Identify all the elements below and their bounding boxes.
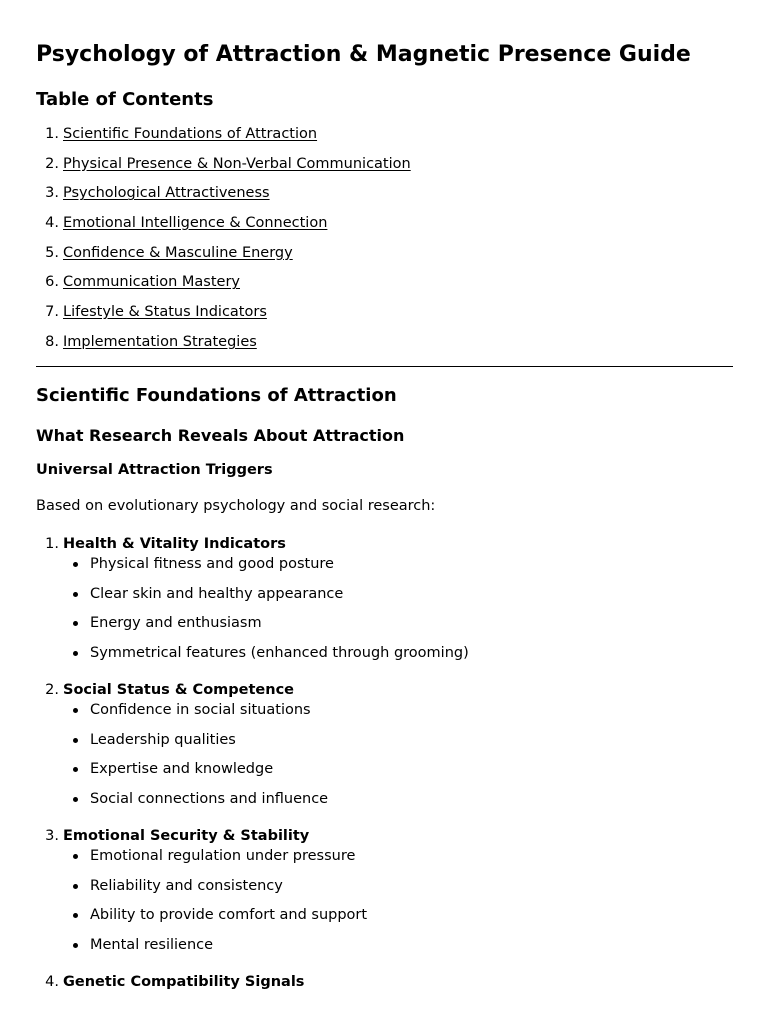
list-item: Energy and enthusiasm bbox=[36, 613, 733, 643]
intro-paragraph: Based on evolutionary psychology and social research: bbox=[36, 498, 436, 514]
toc-item: 7. Lifestyle & Status Indicators bbox=[45, 304, 267, 321]
list-item: Confidence in social situations bbox=[36, 700, 733, 730]
bullet-icon bbox=[73, 943, 78, 948]
bullet-list bbox=[36, 554, 733, 673]
list-item: Physical fitness and good posture bbox=[36, 554, 733, 584]
toc-link-physical-presence[interactable]: Physical Presence & Non-Verbal Communication bbox=[63, 155, 411, 172]
bullet-icon bbox=[73, 884, 78, 889]
toc-heading: Table of Contents bbox=[36, 89, 214, 110]
list-item: Expertise and knowledge bbox=[36, 759, 733, 789]
toc-item: 5. Confidence & Masculine Energy bbox=[45, 244, 293, 261]
bullet-icon bbox=[73, 767, 78, 772]
attraction-trigger-group bbox=[36, 534, 733, 673]
horizontal-rule bbox=[36, 366, 733, 367]
section-heading: Scientific Foundations of Attraction bbox=[36, 385, 397, 406]
attraction-trigger-group bbox=[36, 680, 733, 819]
list-item: Emotional regulation under pressure bbox=[36, 846, 733, 876]
bullet-icon bbox=[73, 651, 78, 656]
toc-item: 4. Emotional Intelligence & Connection bbox=[45, 215, 328, 232]
group-title: 1. Health & Vitality Indicators bbox=[45, 536, 286, 552]
list-item: Symmetrical features (enhanced through grooming) bbox=[36, 643, 733, 673]
bullet-icon bbox=[73, 797, 78, 802]
bullet-list bbox=[36, 700, 733, 819]
bullet-icon bbox=[73, 562, 78, 567]
subsubsection-heading: Universal Attraction Triggers bbox=[36, 462, 273, 478]
table-of-contents bbox=[36, 124, 411, 362]
bullet-list bbox=[36, 846, 733, 965]
toc-link-lifestyle-status[interactable]: Lifestyle & Status Indicators bbox=[63, 304, 267, 321]
list-item: Ability to provide comfort and support bbox=[36, 905, 733, 935]
list-item: Clear skin and healthy appearance bbox=[36, 584, 733, 614]
group-title: 3. Emotional Security & Stability bbox=[45, 828, 310, 844]
toc-item: 6. Communication Mastery bbox=[45, 274, 240, 291]
list-item: Leadership qualities bbox=[36, 730, 733, 760]
list-item: Reliability and consistency bbox=[36, 876, 733, 906]
toc-link-scientific-foundations[interactable]: Scientific Foundations of Attraction bbox=[63, 126, 318, 142]
page-title: Psychology of Attraction & Magnetic Presence Guide bbox=[36, 42, 691, 67]
toc-link-communication-mastery[interactable]: Communication Mastery bbox=[63, 274, 240, 291]
attraction-trigger-group bbox=[36, 972, 733, 992]
bullet-icon bbox=[73, 592, 78, 597]
toc-link-emotional-intelligence[interactable]: Emotional Intelligence & Connection bbox=[63, 215, 328, 232]
list-item: Social connections and influence bbox=[36, 789, 733, 819]
toc-item: 1. Scientific Foundations of Attraction bbox=[45, 126, 318, 142]
toc-item: 3. Psychological Attractiveness bbox=[45, 185, 270, 202]
list-item: Mental resilience bbox=[36, 935, 733, 965]
subsection-heading: What Research Reveals About Attraction bbox=[36, 426, 405, 445]
bullet-icon bbox=[73, 708, 78, 713]
bullet-icon bbox=[73, 913, 78, 918]
group-title: 2. Social Status & Competence bbox=[45, 682, 295, 698]
bullet-icon bbox=[73, 854, 78, 859]
toc-link-confidence[interactable]: Confidence & Masculine Energy bbox=[63, 244, 293, 261]
toc-item: 8. Implementation Strategies bbox=[45, 333, 257, 350]
bullet-icon bbox=[73, 738, 78, 743]
bullet-icon bbox=[73, 621, 78, 626]
group-title: 4. Genetic Compatibility Signals bbox=[45, 974, 305, 990]
attraction-trigger-group bbox=[36, 826, 733, 965]
toc-item: 2. Physical Presence & Non-Verbal Communication bbox=[45, 155, 411, 172]
toc-link-psychological-attractiveness[interactable]: Psychological Attractiveness bbox=[63, 185, 270, 202]
toc-link-implementation[interactable]: Implementation Strategies bbox=[63, 333, 257, 350]
